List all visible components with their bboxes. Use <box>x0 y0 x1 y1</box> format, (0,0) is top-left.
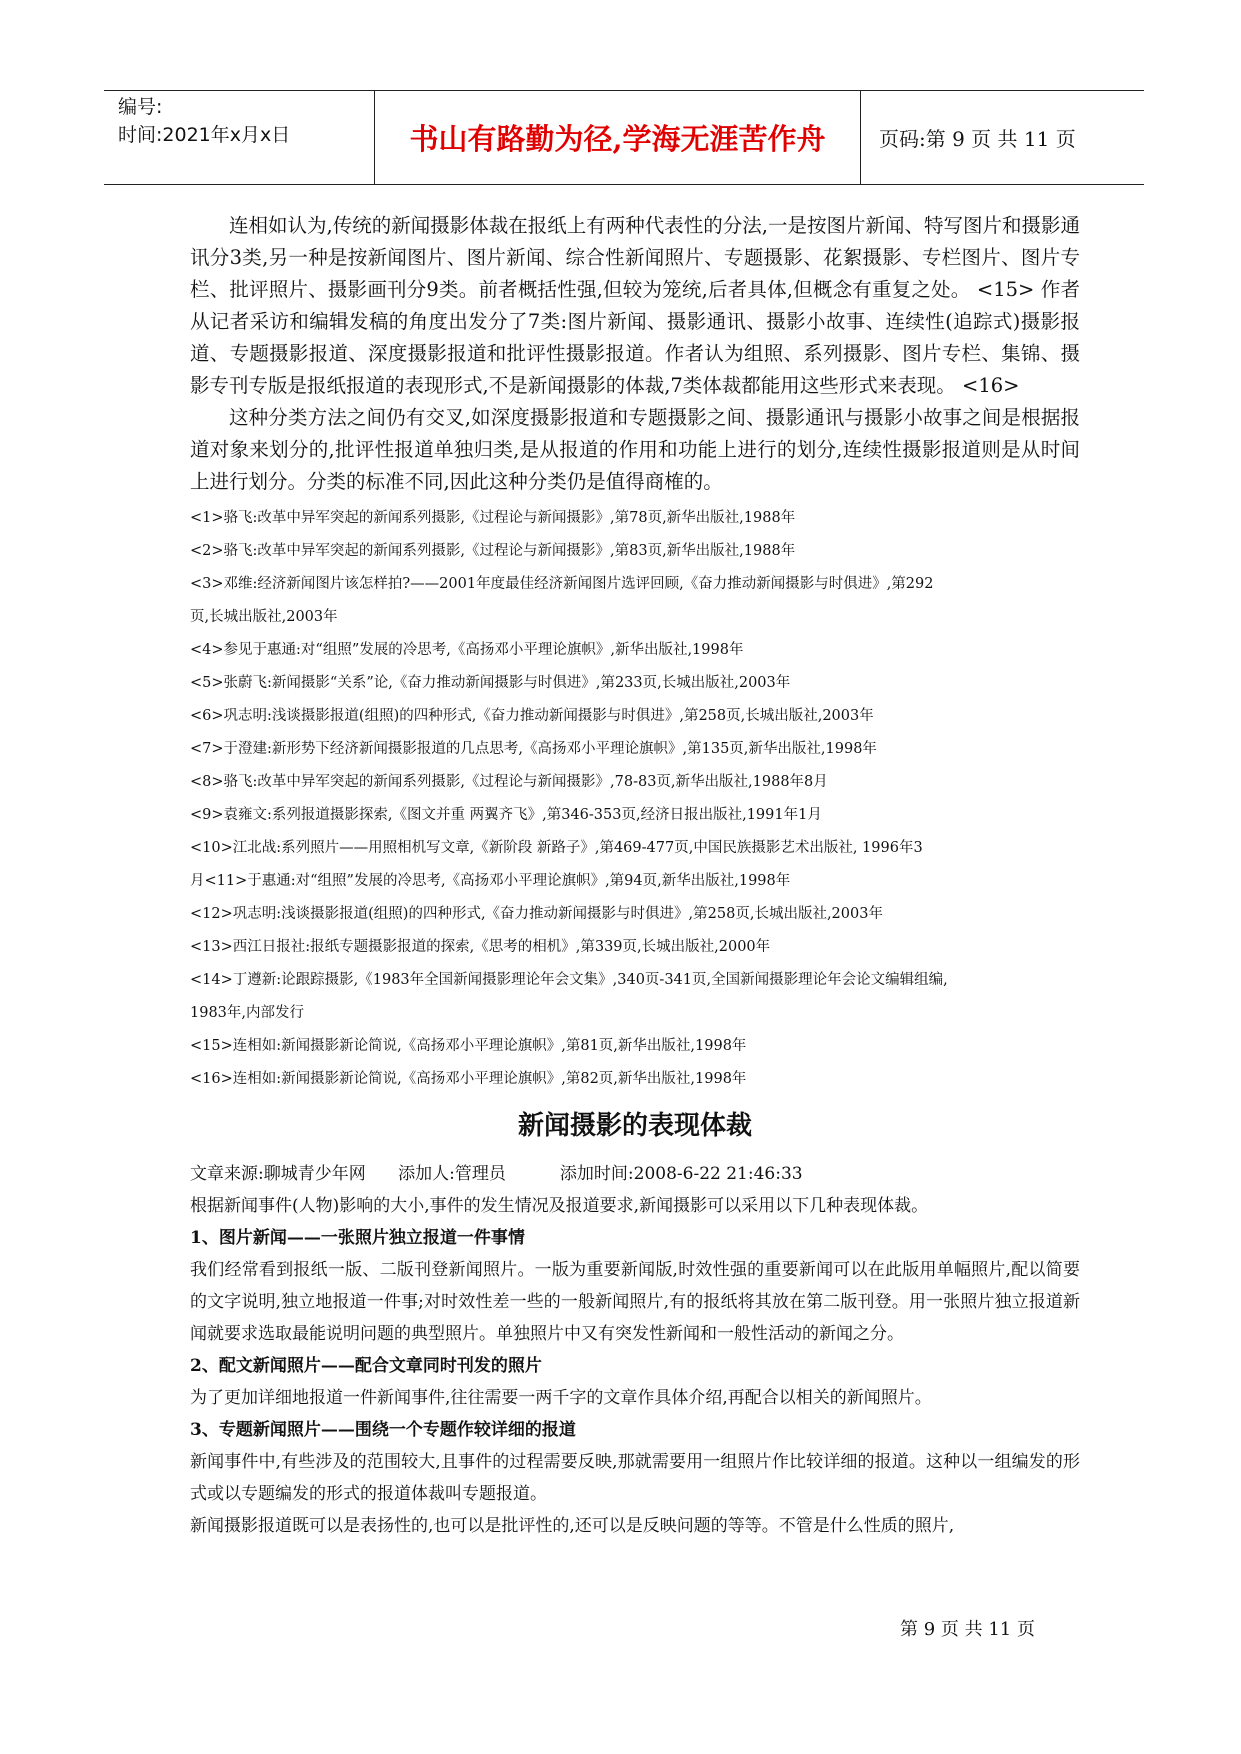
article-intro: 根据新闻事件(人物)影响的大小,事件的发生情况及报道要求,新闻摄影可以采用以下几种表现体裁。 <box>190 1196 929 1216</box>
paragraph: 这种分类方法之间仍有交叉,如深度摄影报道和专题摄影之间、摄影通讯与摄影小故事之间是根据报道对象来划分的,批评性报道单独归类,是从报道的作用和功能上进行的划分,连续性摄影报道则是从时间上进行划分。分类的标准不同,因此这种分类仍是值得商榷的。 <box>190 406 1080 493</box>
reference-item: <1>骆飞:改革中异军突起的新闻系列摄影,《过程论与新闻摄影》,第78页,新华出版社,1988年 <box>190 510 796 526</box>
paragraph: 连相如认为,传统的新闻摄影体裁在报纸上有两种代表性的分法,一是按图片新闻、特写图片和摄影通讯分3类,另一种是按新闻图片、图片新闻、综合性新闻照片、专题摄影、花絮摄影、专栏图片、图片专栏、批评照片、摄影画刊分9类。前者概括性强,但较为笼统,后者具体,但概念有重复之处。 <15> 作者从记者采访和编辑发稿的角度出发分了7类:图片新闻、摄影通讯、摄影小故事、连续性(追踪式)摄影报道、专题摄影报道、深度摄影报道和批评性摄影报道。作者认为组照、系列摄影、图片专栏、集锦、摄影专刊专版是报纸报道的表现形式,不是新闻摄影的体裁,7类体裁都能用这些形式来表现。 <16> <box>190 214 1080 397</box>
reference-item: <2>骆飞:改革中异军突起的新闻系列摄影,《过程论与新闻摄影》,第83页,新华出版社,1988年 <box>190 543 796 559</box>
article-title: 新闻摄影的表现体裁 <box>517 1111 752 1141</box>
reference-item: <14>丁遵新:论跟踪摄影,《1983年全国新闻摄影理论年会文集》,340页-341页,全国新闻摄影理论年会论文编辑组编, <box>190 972 948 988</box>
header-page-label: 页码:第 9 页 共 11 页 <box>879 127 1076 151</box>
document-body <box>190 210 1080 1542</box>
reference-item: 页,长城出版社,2003年 <box>190 609 338 625</box>
section-paragraph: 新闻摄影报道既可以是表扬性的,也可以是批评性的,还可以是反映问题的等等。不管是什么性质的照片, <box>190 1516 955 1536</box>
reference-item: <16>连相如:新闻摄影新论简说,《高扬邓小平理论旗帜》,第82页,新华出版社,1998年 <box>190 1071 747 1087</box>
reference-item: <5>张蔚飞:新闻摄影“关系”论,《奋力推动新闻摄影与时俱进》,第233页,长城出版社,2003年 <box>190 675 791 691</box>
reference-item: <15>连相如:新闻摄影新论简说,《高扬邓小平理论旗帜》,第81页,新华出版社,1998年 <box>190 1038 747 1054</box>
reference-item: 月<11>于惠通:对“组照”发展的冷思考,《高扬邓小平理论旗帜》,第94页,新华出版社,1998年 <box>190 873 791 889</box>
reference-item: <10>江北战:系列照片——用照相机写文章,《新阶段 新路子》,第469-477页,中国民族摄影艺术出版社, 1996年3 <box>190 840 923 856</box>
section-paragraph: 新闻事件中,有些涉及的范围较大,且事件的过程需要反映,那就需要用一组照片作比较详细的报道。这种以一组编发的形式或以专题编发的形式的报道体裁叫专题报道。 <box>190 1452 1080 1504</box>
reference-item: <9>袁雍文:系列报道摄影探索,《图文并重 两翼齐飞》,第346-353页,经济日报出版社,1991年1月 <box>190 807 822 823</box>
article-meta: 文章来源:聊城青少年网 添加人:管理员 添加时间:2008-6-22 21:46:33 <box>190 1164 803 1184</box>
reference-list <box>190 502 1080 1096</box>
reference-item: <8>骆飞:改革中异军突起的新闻系列摄影,《过程论与新闻摄影》,78-83页,新华出版社,1988年8月 <box>190 774 828 790</box>
section-paragraph: 我们经常看到报纸一版、二版刊登新闻照片。一版为重要新闻版,时效性强的重要新闻可以在此版用单幅照片,配以简要的文字说明,独立地报道一件事;对时效性差一些的一般新闻照片,有的报纸将其放在第二版刊登。用一张照片独立报道新闻就要求选取最能说明问题的典型照片。单独照片中又有突发性新闻和一般性活动的新闻之分。 <box>190 1260 1080 1344</box>
header-motto: 书山有路勤为径,学海无涯苦作舟 <box>375 91 861 184</box>
reference-item: <7>于澄建:新形势下经济新闻摄影报道的几点思考,《高扬邓小平理论旗帜》,第135页,新华出版社,1998年 <box>190 741 877 757</box>
section-heading: 3、专题新闻照片——围绕一个专题作较详细的报道 <box>190 1420 576 1440</box>
number-label: 编号: <box>118 96 163 118</box>
time-label: 时间:2021年x月x日 <box>118 124 291 146</box>
header-info <box>118 91 375 184</box>
section-heading: 1、图片新闻——一张照片独立报道一件事情 <box>190 1228 525 1248</box>
reference-item: <13>西江日报社:报纸专题摄影报道的探索,《思考的相机》,第339页,长城出版社,2000年 <box>190 939 771 955</box>
reference-item: <4>参见于惠通:对“组照”发展的冷思考,《高扬邓小平理论旗帜》,新华出版社,1998年 <box>190 642 744 658</box>
section-paragraph: 为了更加详细地报道一件新闻事件,往往需要一两千字的文章作具体介绍,再配合以相关的新闻照片。 <box>190 1388 932 1408</box>
section-heading: 2、配文新闻照片——配合文章同时刊发的照片 <box>190 1356 542 1376</box>
reference-item: <12>巩志明:浅谈摄影报道(组照)的四种形式,《奋力推动新闻摄影与时俱进》,第258页,长城出版社,2003年 <box>190 906 883 922</box>
page-header <box>104 90 1144 185</box>
page-footer: 第 9 页 共 11 页 <box>900 1619 1035 1640</box>
reference-item: 1983年,内部发行 <box>190 1005 305 1021</box>
reference-item: <3>邓维:经济新闻图片该怎样拍?——2001年度最佳经济新闻图片选评回顾,《奋力推动新闻摄影与时俱进》,第292 <box>190 576 934 592</box>
reference-item: <6>巩志明:浅谈摄影报道(组照)的四种形式,《奋力推动新闻摄影与时俱进》,第258页,长城出版社,2003年 <box>190 708 874 724</box>
